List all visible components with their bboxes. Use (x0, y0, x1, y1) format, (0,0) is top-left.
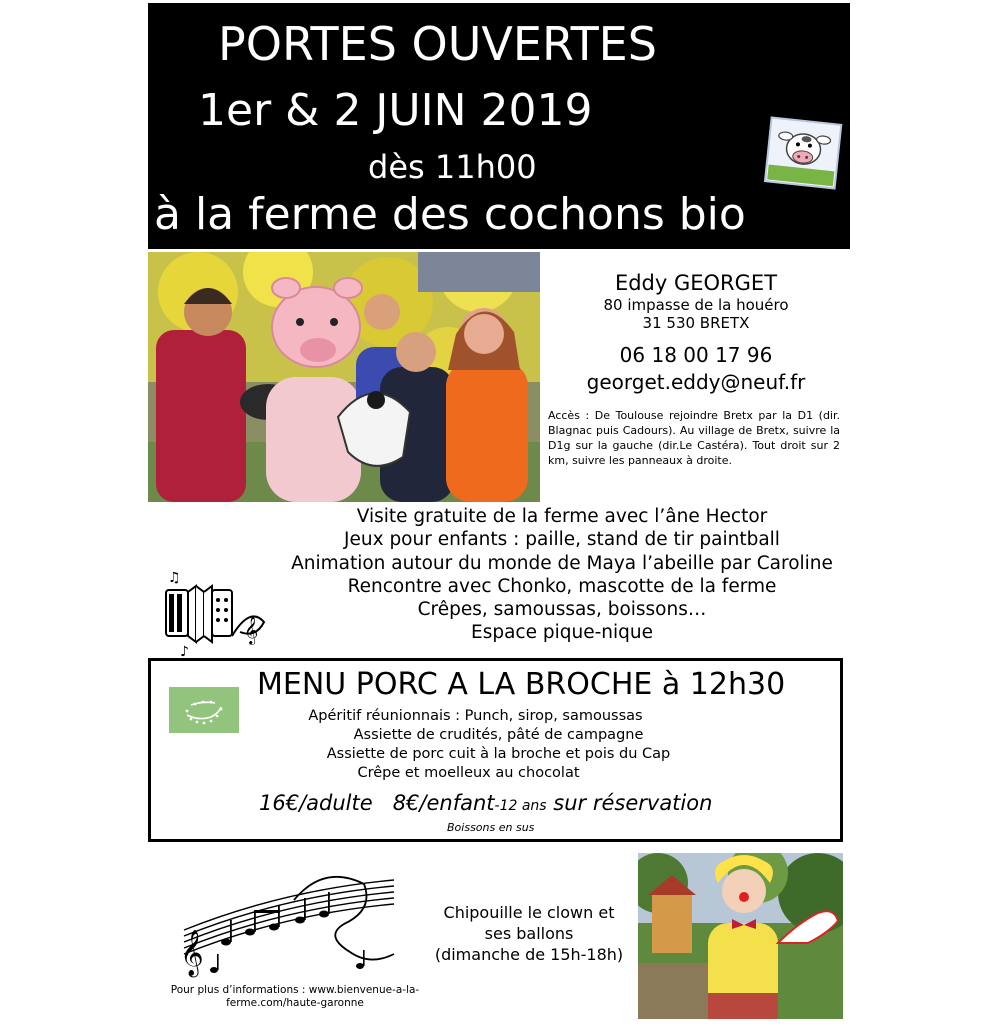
family-photo (148, 252, 540, 502)
email-address[interactable]: georget.eddy@neuf.fr (586, 370, 806, 394)
svg-text:𝄞: 𝄞 (244, 616, 259, 644)
menu-prices (259, 791, 712, 815)
phone-number: 06 18 00 17 96 (619, 343, 773, 367)
farmer-name: Eddy GEORGET (614, 271, 778, 295)
reservation-note: sur réservation (553, 791, 713, 815)
activity-item: Rencontre avec Chonko, mascotte de la ferme (347, 575, 777, 597)
menu-items-list (151, 707, 846, 783)
menu-box (148, 658, 843, 842)
menu-item: Assiette de porc cuit à la broche et pois du Cap (326, 746, 671, 762)
event-title: PORTES OUVERTES (218, 17, 657, 71)
activity-item: Crêpes, samoussas, boissons… (417, 599, 707, 621)
event-dates: 1er & 2 JUIN 2019 (198, 85, 593, 136)
clown-photo (638, 853, 843, 1019)
activity-item: Espace pique-nique (471, 622, 653, 644)
svg-text:♪: ♪ (180, 644, 189, 660)
info-line-2[interactable]: ferme.com/haute-garonne (226, 997, 364, 1009)
clown-line-2: ses ballons (484, 924, 574, 943)
cow-sticker-icon (762, 116, 844, 192)
age-note: -12 ans (494, 798, 547, 814)
activities-list (260, 505, 864, 645)
clown-announcement (424, 902, 634, 965)
event-time: dès 11h00 (368, 148, 537, 186)
menu-item: Apéritif réunionnais : Punch, sirop, samoussas (308, 708, 643, 724)
address-line-2: 31 530 BRETX (642, 314, 750, 332)
activity-item: Visite gratuite de la ferme avec l’âne Hector (356, 506, 768, 527)
music-notes-icon (174, 870, 404, 978)
menu-item: Crêpe et moelleux au chocolat (357, 765, 580, 781)
access-directions: Accès : De Toulouse rejoindre Bretx par la D1 (dir. Blagnac puis Cadours). Au village de Bretx, suivre la D1g sur la gauche (dir.Le Castéra). Tout droit sur 2 km, suivre les panneaux à droite. (548, 409, 840, 467)
address-line-1: 80 impasse de la houéro (603, 296, 789, 314)
svg-text:𝄞: 𝄞 (180, 930, 204, 976)
contact-block (548, 270, 844, 396)
clown-line-3: (dimanche de 15h-18h) (434, 945, 624, 964)
price-child: 8€/enfant (392, 791, 495, 815)
more-info (160, 984, 430, 1010)
svg-text:♫: ♫ (168, 570, 181, 586)
drinks-note: Boissons en sus (447, 821, 535, 834)
menu-title: MENU PORC A LA BROCHE à 12h30 (257, 667, 786, 702)
accordion-icon (160, 566, 270, 662)
event-farm-name: à la ferme des cochons bio (154, 189, 746, 240)
menu-item: Assiette de crudités, pâté de campagne (353, 727, 644, 743)
info-line-1: Pour plus d’informations : www.bienvenue-a-la- (170, 984, 420, 996)
price-adult: 16€/adulte (259, 791, 373, 815)
event-header (148, 3, 850, 249)
activity-item: Animation autour du monde de Maya l’abeille par Caroline (291, 552, 833, 574)
activity-item: Jeux pour enfants : paille, stand de tir paintball (344, 529, 780, 551)
clown-line-1: Chipouille le clown et (443, 903, 615, 922)
